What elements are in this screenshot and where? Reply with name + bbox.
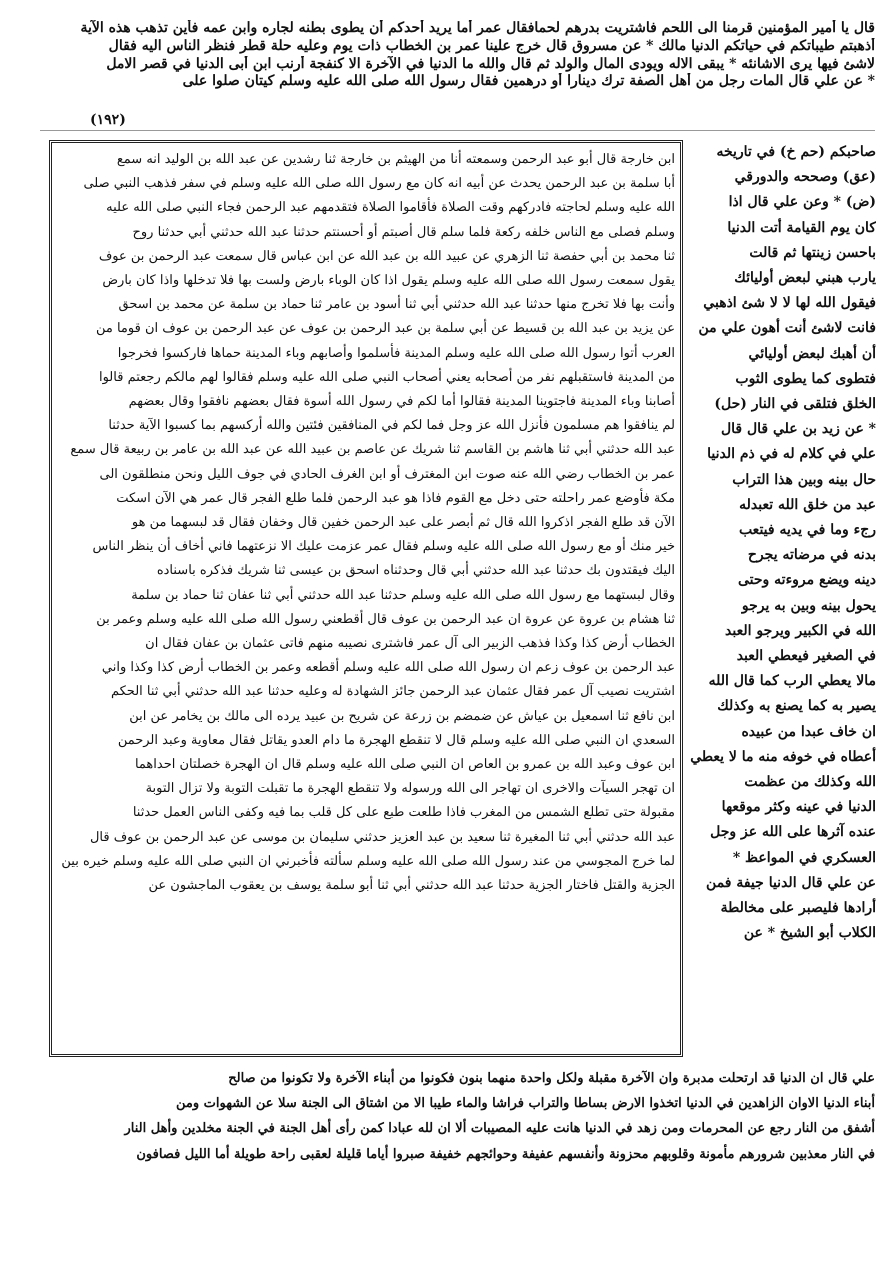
- side-text-line: حال بينه وبين هذا التراب: [732, 471, 876, 488]
- side-text-line: أرادها فليصبر على مخالطة: [720, 900, 876, 917]
- main-text-line: عبد الرحمن بن عوف زعم ان رسول الله صلى الله عليه وسلم أقطعه وعمر بن الخطاب أرض كذا وكذا واني: [101, 660, 675, 676]
- side-text-line: رجء وما في يديه فيتعب: [738, 522, 876, 539]
- top-margin-line: أذهبتم طيباتكم في حياتكم الدنيا مالك * عن مسروق قال خرج علينا عمر بن الخطاب ذات يوم وعليه حلة قطر فنظر الناس اليه فقال: [108, 37, 875, 54]
- main-text-line: أبا سلمة بن عبد الرحمن يحدث عن أبيه انه كان مع رسول الله صلى الله عليه وسلم في سفر فذهب النبي صلى: [83, 176, 675, 192]
- main-text-line: عبد الله حدثني أبي ثنا هاشم بن القاسم ثنا شريك عن عاصم بن عبيد الله عن عبد الله بن عامر بن ربيعة قال سمع: [70, 442, 675, 458]
- side-text-line: باحسن زينتها ثم قالت: [749, 244, 876, 261]
- bottom-margin-line: في النار معذبين شرورهم مأمونة وقلوبهم محزونة وأنفسهم عفيفة وحوائجهم خفيفة صبروا أياما قليلة لعقبى راحة طويلة أما الليل فصافون: [136, 1146, 875, 1162]
- side-text-line: علي في كلام له في ذم الدنيا: [707, 446, 876, 463]
- side-text-line: الخلق فتلقى في النار (حل): [714, 396, 876, 413]
- bottom-margin-commentary: [40, 1066, 875, 1266]
- main-text-line: يقول سمعت رسول الله صلى الله عليه وسلم يقول اذا كان الوباء بارض ولست بها فلا تدخلها واذا كان بارض: [102, 273, 675, 289]
- side-text-line: (عق) وصححه والدورقي: [734, 169, 876, 186]
- side-text-line: الدنيا في عينه وكثر موقعها: [721, 799, 876, 816]
- main-text-line: العرب أتوا رسول الله صلى الله عليه وسلم المدينة فأسلموا وأصابهم وباء المدينة حماها فاركسوا فخرجوا: [117, 345, 675, 361]
- side-text-line: يحول بينه وبين به يرجو: [741, 597, 876, 614]
- main-text-line: السعدي ان النبي صلى الله عليه وسلم قال لا تنقطع الهجرة ما دام العدو يقاتل فقال معاوية وعبد الرحمن: [117, 732, 675, 748]
- side-text-line: صاحبكم (حم خ) في تاريخه: [716, 144, 876, 160]
- bottom-margin-line: أبناء الدنيا الاوان الزاهدين في الدنيا اتخذوا الارض بساطا والتراب فراشا والماء طيبا الا من اشتاق الى الجنة سلا عن الشهوات ومن: [175, 1096, 875, 1112]
- main-text-line: اشتريت نصيب آل عمر فقال عثمان عبد الرحمن جائز الشهادة له وعليه حدثنا عبد الله حدثني أبي ثنا الحكم: [110, 684, 675, 700]
- side-text-line: الله وكذلك من عظمت: [744, 774, 876, 791]
- side-text-line: * عن زيد بن علي قال قال: [720, 421, 876, 438]
- main-text-line: ابن نافع ثنا اسمعيل بن عياش عن ضمضم بن زرعة عن شريح بن عبيد يرده الى مالك بن يخامر عن ابن: [129, 708, 675, 724]
- main-text-block: [58, 148, 675, 1048]
- side-text-line: فتطوى كما يطوى الثوب: [735, 370, 876, 387]
- side-text-line: أن أهبك لبعض أوليائي: [748, 345, 876, 362]
- side-text-line: عبد من خلق الله تعبدله: [739, 496, 876, 513]
- top-margin-line: لاشئ فيها يرى الاشانئه * يبقى الاله ويودى المال والولد ثم قال والله ما الدنيا في الآخرة الا كنفجة أرنب ابن أبى الدنيا في قصر الامل: [106, 55, 875, 72]
- main-text-line: مقبولة حتى تطلع الشمس من المغرب فاذا طلعت طبع على كل قلب بما فيه وكفى الناس العمل حدثنا: [132, 805, 675, 821]
- main-text-line: اليك فيقتدون بك حدثنا عبد الله حدثني أبي قال وحدثناه اسحق بن عيسى ثنا شريك فذكره باسناده: [156, 563, 675, 579]
- top-margin-line: * عن علي قال المات رجل من أهل الصفة ترك دينارا أو درهمين فقال رسول الله صلى الله عليه وسلم كيتان صلوا على: [182, 73, 875, 90]
- main-text-line: وسلم فصلى مع الناس خلفه ركعة فلما سلم قال أصبتم أو أحسنتم حدثنا عبد الله حدثني أبي حدثنا روح: [132, 224, 675, 240]
- page-number: (١٩٢): [90, 112, 126, 128]
- top-margin-line: قال يا أمير المؤمنين قرمنا الى اللحم فاشتريت بدرهم لحمافقال عمر أما يريد أحدكم أن يطوى بطنه لجاره وابن عمه فأين تذهب هذه الآية: [80, 20, 875, 36]
- side-text-line: الله في الكبير ويرجو العبد: [725, 622, 876, 639]
- main-text-line: لم ينافقوا هم مسلمون فأنزل الله عز وجل فما لكم في المنافقين فئتين والله أركسهم بما كسبوا الآية حدثنا: [108, 418, 675, 434]
- main-text-line: ثنا هشام بن عروة عن عروة ان عبد الرحمن بن عوف قال أقطعني رسول الله صلى الله عليه وسلم وعمر بن: [96, 611, 675, 627]
- main-text-line: عبد الله حدثني أبي ثنا المغيرة ثنا سعيد بن عبد العزيز حدثني سليمان بن موسى عن عبد الرحمن بن عوف قال: [89, 829, 675, 845]
- main-text-line: أصابنا وباء المدينة فاجتوينا المدينة فقالوا أما لكم في رسول الله أسوة فقال بعضهم نافقوا وقال بعضهم: [128, 394, 675, 410]
- main-text-line: عمر بن الخطاب رضي الله عنه صوت ابن المغترف أو ابن الغرف الحادي في جوف الليل ونحن منطلقون الى: [99, 466, 675, 482]
- main-text-line: الجزية والقتل فاختار الجزية حدثنا عبد الله حدثني أبي ثنا أبو سلمة يوسف بن يعقوب الماجشون عن: [148, 878, 675, 894]
- main-text-line: ثنا محمد بن أبي حفصة ثنا الزهري عن عبيد الله بن عبد الله عن ابن عباس قال سمعت عبد الرحمن بن عوف: [98, 248, 675, 264]
- side-text-line: العسكري في المواعظ *: [732, 849, 876, 866]
- main-text-line: خير منك أو مع رسول الله صلى الله عليه وسلم فقال عمر عزمت عليك الا نزعتهما فاني أخاف أن ينظر الناس: [92, 539, 675, 555]
- side-text-line: فانت لاشئ أنت أهون علي من: [698, 320, 876, 337]
- header-divider: [40, 130, 875, 131]
- side-text-line: بدنه في مرضاته يجرح: [747, 547, 876, 564]
- main-text-line: وأنت بها فلا تخرج منها حدثنا عبد الله حدثني أبي ثنا أسود بن عامر ثنا حماد بن سلمة عن محمد بن اسحق: [118, 297, 675, 313]
- side-text-line: فيقول الله لها لا لا شئ اذهبي: [703, 295, 876, 312]
- main-text-line: عن يزيد بن عبد الله بن قسيط عن أبي سلمة بن عبد الرحمن بن عوف عن عبد الرحمن بن عوف ان قوما من: [95, 321, 675, 337]
- main-text-line: ابن عوف وعبد الله بن عمرو بن العاص ان النبي صلى الله عليه وسلم قال ان الهجرة خصلتان احداهما: [134, 757, 675, 773]
- main-text-line: الآن قد طلع الفجر اذكروا الله قال ثم أبصر على عبد الرحمن خفين قال وخفان فقال قد لبسهما من هو: [131, 515, 675, 531]
- side-text-line: أعطاه في خوفه منه ما لا يعطي: [690, 748, 876, 765]
- side-text-line: الكلاب أبو الشيخ * عن: [743, 925, 876, 942]
- side-text-line: يارب هبني لبعض أوليائك: [734, 270, 876, 287]
- main-text-line: ان تهجر السيآت والاخرى ان تهاجر الى الله ورسوله ولا تنقطع الهجرة ما تقبلت التوبة ولا تزال التوبة: [145, 781, 675, 797]
- side-text-line: مالا يعطي الرب كما قال الله: [708, 673, 876, 690]
- main-text-line: لما خرج المجوسي من عند رسول الله صلى الله عليه وسلم سألته فأخبرني ان النبي صلى الله عليه وسلم خيره بين: [61, 853, 675, 869]
- side-text-line: في الصغير فيعطي العبد: [736, 648, 876, 665]
- main-text-line: ابن خارجة قال أبو عبد الرحمن وسمعته أنا من الهيثم بن خارجة ثنا رشدين عن عبد الله بن الوليد انه سمع: [116, 152, 675, 167]
- side-text-line: عنده آثرها على الله عز وجل: [710, 824, 876, 841]
- top-margin-commentary: [40, 20, 875, 130]
- main-text-line: الله عليه وسلم لحاجته فادركهم وقت الصلاة فأقاموا الصلاة فتقدمهم عبد الرحمن فجاء النبي صلى الله عليه: [106, 200, 675, 216]
- main-text-line: الخطاب أرض كذا وكذا فذهب الزبير الى آل عمر فاشترى نصيبه منهم فاتى عثمان بن عفان فقال ان: [145, 636, 675, 652]
- main-text-line: وقال لبستهما مع رسول الله صلى الله عليه وسلم حدثنا عبد الله حدثني أبي ثنا عفان ثنا حماد بن سلمة: [131, 587, 675, 603]
- side-text-line: (ض) * وعن علي قال اذا: [728, 194, 876, 211]
- side-text-line: دينه ويضع مروءته وحتى: [737, 572, 876, 589]
- bottom-margin-line: أشفق من النار رجع عن المحرمات ومن زهد في الدنيا هانت عليه المصيبات ألا ان لله عبادا كمن رأى أهل الجنة في الجنة مخلدين وأهل النار: [124, 1121, 875, 1137]
- bottom-margin-line: علي قال ان الدنيا قد ارتحلت مدبرة وان الآخرة مقبلة ولكل واحدة منهما بنون فكونوا من أبناء الآخرة ولا تكونوا من صالح: [228, 1071, 875, 1086]
- main-text-line: مكة فأوضع عمر راحلته حتى دخل مع القوم فاذا هو عبد الرحمن فلما طلع الفجر قال عمر هي الآن اسكت: [116, 490, 675, 506]
- side-text-line: عن علي قال الدنيا جيفة فمن: [706, 874, 876, 891]
- main-text-line: من المدينة فاستقبلهم نفر من أصحابه يعني أصحاب النبي صلى الله عليه وسلم فقالوا لهم مالكم رجعتم قالوا: [98, 369, 675, 385]
- side-text-line: ان خاف عبدا من عبيده: [741, 723, 876, 740]
- side-text-line: يصير به كما يصنع به وكذلك: [717, 698, 876, 715]
- side-margin-commentary: [690, 140, 876, 1070]
- side-text-line: كان يوم القيامة أتت الدنيا: [727, 219, 876, 236]
